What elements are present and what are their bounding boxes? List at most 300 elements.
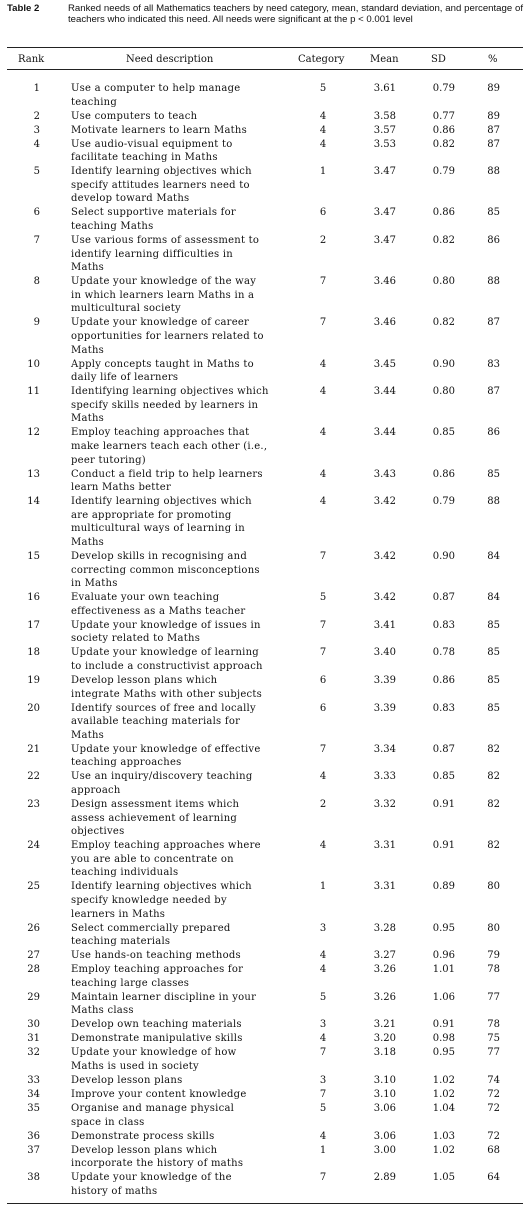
description-line: effectiveness as a Maths teacher xyxy=(71,605,246,617)
description-line: Apply concepts taught in Maths to xyxy=(71,358,254,370)
sd-cell: 0.85 xyxy=(432,427,455,439)
percent-cell: 77 xyxy=(487,1047,500,1059)
need-description-cell xyxy=(71,165,289,206)
description-line: objectives xyxy=(71,826,125,838)
percent-cell: 86 xyxy=(487,427,500,439)
sd-cell: 0.79 xyxy=(432,496,455,508)
percent-cell: 89 xyxy=(487,83,500,94)
description-line: Identify learning objectives which xyxy=(71,166,252,178)
mean-cell: 3.26 xyxy=(373,991,396,1003)
description-line: Select commercially prepared xyxy=(71,922,231,934)
rank-cell: 18 xyxy=(27,647,40,659)
description-line: teaching approaches xyxy=(71,757,182,769)
mean-cell: 3.46 xyxy=(373,317,396,329)
rank-cell: 4 xyxy=(33,138,40,150)
category-cell: 4 xyxy=(319,427,327,439)
description-line: Motivate learners to learn Maths xyxy=(71,124,247,136)
need-description-cell xyxy=(71,110,289,124)
percent-cell: 72 xyxy=(487,1089,500,1100)
header-sd: SD xyxy=(431,54,446,65)
mean-cell: 3.53 xyxy=(373,138,396,150)
category-cell: 5 xyxy=(319,592,327,604)
description-line: teaching Maths xyxy=(71,220,154,232)
description-line: you are able to concentrate on xyxy=(71,853,234,865)
sd-cell: 0.90 xyxy=(432,358,455,370)
sd-cell: 0.82 xyxy=(432,138,455,150)
rank-cell: 7 xyxy=(33,235,40,246)
description-line: Demonstrate manipulative skills xyxy=(71,1033,243,1045)
mean-cell: 3.10 xyxy=(373,1075,396,1086)
description-line: Select supportive materials for xyxy=(71,207,236,219)
sd-cell: 0.78 xyxy=(432,647,455,659)
mean-cell: 2.89 xyxy=(373,1172,396,1184)
rank-cell: 8 xyxy=(33,276,40,288)
rank-cell: 11 xyxy=(27,386,40,398)
sd-cell: 0.83 xyxy=(432,619,455,631)
sd-cell: 0.96 xyxy=(432,950,455,962)
description-line: peer tutoring) xyxy=(71,454,146,466)
description-line: make learners teach each other (i.e., xyxy=(71,440,268,452)
percent-cell: 85 xyxy=(487,647,500,659)
mean-cell: 3.21 xyxy=(373,1019,396,1031)
percent-cell: 78 xyxy=(487,964,500,976)
description-line: Update your knowledge of how xyxy=(71,1047,237,1059)
rank-cell: 2 xyxy=(33,110,40,122)
description-line: Maths xyxy=(71,344,105,356)
percent-cell: 87 xyxy=(487,386,500,398)
description-line: Maths is used in society xyxy=(71,1060,199,1072)
description-line: integrate Maths with other subjects xyxy=(71,688,263,700)
rank-cell: 13 xyxy=(27,468,40,480)
need-description-cell xyxy=(71,1102,289,1129)
category-cell: 6 xyxy=(319,207,327,219)
percent-cell: 64 xyxy=(487,1172,500,1184)
need-description-cell xyxy=(71,880,289,921)
mean-cell: 3.06 xyxy=(373,1103,396,1114)
description-line: in which learners learn Maths in a xyxy=(71,289,255,301)
category-cell: 1 xyxy=(319,1144,327,1156)
sd-cell: 0.86 xyxy=(432,675,455,686)
category-cell: 7 xyxy=(319,1089,327,1100)
need-description-cell xyxy=(71,646,289,673)
rank-cell: 21 xyxy=(27,743,40,755)
sd-cell: 0.89 xyxy=(432,881,455,893)
description-line: available teaching materials for xyxy=(71,716,241,728)
rank-cell: 30 xyxy=(27,1019,40,1031)
description-line: Use an inquiry/discovery teaching xyxy=(71,771,253,783)
mean-cell: 3.46 xyxy=(373,276,396,288)
rank-cell: 34 xyxy=(27,1089,40,1100)
description-line: Update your knowledge of learning xyxy=(71,647,259,659)
percent-cell: 88 xyxy=(487,496,500,508)
category-cell: 3 xyxy=(319,1075,327,1086)
need-description-cell xyxy=(71,1018,289,1032)
need-description-cell xyxy=(71,82,289,109)
rank-cell: 38 xyxy=(27,1172,40,1184)
percent-cell: 87 xyxy=(487,124,500,136)
need-description-cell xyxy=(71,316,289,357)
category-cell: 7 xyxy=(319,647,327,659)
rank-cell: 32 xyxy=(27,1047,40,1059)
rank-cell: 6 xyxy=(33,207,40,219)
sd-cell: 0.82 xyxy=(432,235,455,246)
rank-cell: 35 xyxy=(27,1103,40,1114)
description-line: multicultural ways of learning in xyxy=(71,523,245,535)
need-description-cell xyxy=(71,138,289,165)
table-caption-text: Ranked needs of all Mathematics teachers by need category, mean, standard deviation, and percentage of teachers who indicated this need. All needs were significant at the p < 0.001 level xyxy=(68,3,523,25)
rank-cell: 23 xyxy=(27,799,40,810)
need-description-cell xyxy=(71,949,289,963)
rank-cell: 3 xyxy=(33,124,40,136)
rank-cell: 9 xyxy=(33,317,40,329)
need-description-cell xyxy=(71,385,289,426)
need-description-cell xyxy=(71,234,289,275)
mean-cell: 3.47 xyxy=(373,235,396,246)
mean-cell: 3.42 xyxy=(373,592,396,604)
sd-cell: 1.06 xyxy=(432,991,455,1003)
category-cell: 4 xyxy=(319,1033,327,1045)
description-line: approach xyxy=(71,784,121,796)
header-category: Category xyxy=(298,54,345,65)
percent-cell: 85 xyxy=(487,619,500,631)
percent-cell: 75 xyxy=(487,1033,500,1045)
mean-cell: 3.42 xyxy=(373,496,396,508)
rank-cell: 10 xyxy=(27,358,40,370)
mean-cell: 3.39 xyxy=(373,675,396,686)
sd-cell: 0.91 xyxy=(432,1019,455,1031)
sd-cell: 0.82 xyxy=(432,317,455,329)
sd-cell: 0.87 xyxy=(432,592,455,604)
percent-cell: 82 xyxy=(487,771,500,783)
mean-cell: 3.28 xyxy=(373,922,396,934)
mean-cell: 3.10 xyxy=(373,1089,396,1100)
description-line: learn Maths better xyxy=(71,482,172,494)
description-line: Develop skills in recognising and xyxy=(71,551,247,562)
mean-cell: 3.40 xyxy=(373,647,396,659)
description-line: Employ teaching approaches that xyxy=(71,427,250,439)
header-mean: Mean xyxy=(370,54,399,65)
top-rule xyxy=(7,47,523,48)
percent-cell: 84 xyxy=(487,551,500,562)
percent-cell: 87 xyxy=(487,138,500,150)
mean-cell: 3.57 xyxy=(373,124,396,136)
need-description-cell xyxy=(71,1032,289,1046)
description-line: Develop lesson plans which xyxy=(71,1144,218,1156)
need-description-cell xyxy=(71,358,289,385)
rank-cell: 15 xyxy=(27,551,40,562)
need-description-cell xyxy=(71,550,289,591)
rank-cell: 16 xyxy=(27,592,40,604)
rank-cell: 25 xyxy=(27,881,40,893)
mean-cell: 3.27 xyxy=(373,950,396,962)
rank-cell: 17 xyxy=(27,619,40,631)
need-description-cell xyxy=(71,1144,289,1171)
mean-cell: 3.34 xyxy=(373,743,396,755)
description-line: specify knowledge needed by xyxy=(71,894,227,906)
description-line: incorporate the history of maths xyxy=(71,1158,244,1170)
bottom-rule xyxy=(7,1203,523,1204)
table-caption xyxy=(7,4,523,25)
need-description-cell xyxy=(71,426,289,467)
sd-cell: 0.95 xyxy=(432,1047,455,1059)
sd-cell: 0.91 xyxy=(432,799,455,810)
need-description-cell xyxy=(71,770,289,797)
sd-cell: 0.86 xyxy=(432,207,455,219)
need-description-cell xyxy=(71,798,289,839)
rank-cell: 5 xyxy=(33,166,40,178)
category-cell: 4 xyxy=(319,771,327,783)
mean-cell: 3.44 xyxy=(373,427,396,439)
mean-cell: 3.33 xyxy=(373,771,396,783)
mean-cell: 3.31 xyxy=(373,840,396,852)
description-line: multicultural society xyxy=(71,303,181,315)
sd-cell: 0.86 xyxy=(432,124,455,136)
description-line: develop toward Maths xyxy=(71,193,190,205)
description-line: specify skills needed by learners in xyxy=(71,399,259,411)
description-line: teaching large classes xyxy=(71,977,190,989)
category-cell: 5 xyxy=(319,1103,327,1114)
sd-cell: 0.85 xyxy=(432,771,455,783)
mean-cell: 3.20 xyxy=(373,1033,396,1045)
description-line: in Maths xyxy=(71,578,118,590)
mean-cell: 3.61 xyxy=(373,83,396,94)
category-cell: 3 xyxy=(319,1019,327,1031)
description-line: Demonstrate process skills xyxy=(71,1130,215,1142)
description-line: Conduct a field trip to help learners xyxy=(71,468,263,480)
percent-cell: 72 xyxy=(487,1130,500,1142)
description-line: assess achievement of learning xyxy=(71,812,238,824)
description-line: teaching xyxy=(71,96,117,108)
description-line: specify attitudes learners need to xyxy=(71,179,250,191)
description-line: Maths xyxy=(71,262,105,274)
mean-cell: 3.06 xyxy=(373,1130,396,1142)
description-line: Maintain learner discipline in your xyxy=(71,991,257,1003)
category-cell: 6 xyxy=(319,702,327,714)
description-line: Identify sources of free and locally xyxy=(71,702,256,714)
need-description-cell xyxy=(71,1074,289,1088)
description-line: Employ teaching approaches where xyxy=(71,840,261,852)
description-line: teaching materials xyxy=(71,936,171,948)
need-description-cell xyxy=(71,468,289,495)
description-line: learners in Maths xyxy=(71,908,166,920)
need-description-cell xyxy=(71,922,289,949)
category-cell: 7 xyxy=(319,276,327,288)
sd-cell: 1.04 xyxy=(432,1103,455,1114)
description-line: Use hands-on teaching methods xyxy=(71,950,241,962)
category-cell: 5 xyxy=(319,83,327,94)
category-cell: 4 xyxy=(319,386,327,398)
need-description-cell xyxy=(71,275,289,316)
description-line: Organise and manage physical xyxy=(71,1103,235,1114)
mean-cell: 3.31 xyxy=(373,881,396,893)
mean-cell: 3.42 xyxy=(373,551,396,562)
mean-cell: 3.00 xyxy=(373,1144,396,1156)
percent-cell: 83 xyxy=(487,358,500,370)
percent-cell: 77 xyxy=(487,991,500,1003)
need-description-cell xyxy=(71,1088,289,1102)
description-line: Evaluate your own teaching xyxy=(71,592,220,604)
mean-cell: 3.44 xyxy=(373,386,396,398)
need-description-cell xyxy=(71,495,289,549)
description-line: Design assessment items which xyxy=(71,799,240,810)
need-description-cell xyxy=(71,1171,289,1198)
mean-cell: 3.43 xyxy=(373,468,396,480)
rank-cell: 22 xyxy=(27,771,40,783)
sd-cell: 0.80 xyxy=(432,386,455,398)
mean-cell: 3.47 xyxy=(373,207,396,219)
description-line: Employ teaching approaches for xyxy=(71,964,244,976)
percent-cell: 88 xyxy=(487,166,500,178)
description-line: Use various forms of assessment to xyxy=(71,235,260,246)
need-description-cell xyxy=(71,1130,289,1144)
description-line: Update your knowledge of the way xyxy=(71,276,257,288)
description-line: Identify learning objectives which xyxy=(71,881,252,893)
sd-cell: 0.79 xyxy=(432,83,455,94)
sd-cell: 0.77 xyxy=(432,110,455,122)
description-line: Update your knowledge of the xyxy=(71,1172,232,1184)
percent-cell: 88 xyxy=(487,276,500,288)
need-description-cell xyxy=(71,674,289,701)
percent-cell: 78 xyxy=(487,1019,500,1031)
sd-cell: 1.03 xyxy=(432,1130,455,1142)
description-line: Maths xyxy=(71,729,105,741)
percent-cell: 84 xyxy=(487,592,500,604)
sd-cell: 0.95 xyxy=(432,922,455,934)
mean-cell: 3.18 xyxy=(373,1047,396,1059)
percent-cell: 68 xyxy=(487,1144,500,1156)
description-line: Maths xyxy=(71,536,105,548)
description-line: opportunities for learners related to xyxy=(71,330,264,342)
need-description-cell xyxy=(71,839,289,880)
description-line: facilitate teaching in Maths xyxy=(71,152,218,164)
rank-cell: 29 xyxy=(27,991,40,1003)
description-line: space in class xyxy=(71,1116,145,1128)
description-line: daily life of learners xyxy=(71,372,179,384)
category-cell: 4 xyxy=(319,124,327,136)
sd-cell: 0.87 xyxy=(432,743,455,755)
description-line: Develop lesson plans xyxy=(71,1075,183,1086)
need-description-cell xyxy=(71,743,289,770)
mean-cell: 3.32 xyxy=(373,799,396,810)
rank-cell: 31 xyxy=(27,1033,40,1045)
rank-cell: 27 xyxy=(27,950,40,962)
category-cell: 1 xyxy=(319,881,327,893)
rank-cell: 33 xyxy=(27,1075,40,1086)
sd-cell: 0.79 xyxy=(432,166,455,178)
rank-cell: 28 xyxy=(27,964,40,976)
sd-cell: 0.83 xyxy=(432,702,455,714)
mean-cell: 3.45 xyxy=(373,358,396,370)
description-line: Develop own teaching materials xyxy=(71,1019,242,1031)
category-cell: 7 xyxy=(319,743,327,755)
percent-cell: 80 xyxy=(487,881,500,893)
need-description-cell xyxy=(71,591,289,618)
description-line: Improve your content knowledge xyxy=(71,1089,247,1100)
description-line: Use computers to teach xyxy=(71,110,198,122)
need-description-cell xyxy=(71,991,289,1018)
category-cell: 4 xyxy=(319,358,327,370)
category-cell: 4 xyxy=(319,496,327,508)
description-line: are appropriate for promoting xyxy=(71,509,232,521)
category-cell: 7 xyxy=(319,317,327,329)
rank-cell: 12 xyxy=(27,427,40,439)
sd-cell: 0.91 xyxy=(432,840,455,852)
category-cell: 3 xyxy=(319,922,327,934)
header-description: Need description xyxy=(126,54,214,65)
percent-cell: 82 xyxy=(487,799,500,810)
category-cell: 4 xyxy=(319,468,327,480)
table-label: Table 2 xyxy=(7,3,40,14)
percent-cell: 74 xyxy=(487,1075,500,1086)
description-line: Develop lesson plans which xyxy=(71,675,218,686)
description-line: Identify learning objectives which xyxy=(71,496,252,508)
category-cell: 4 xyxy=(319,110,327,122)
sd-cell: 0.98 xyxy=(432,1033,455,1045)
description-line: Use a computer to help manage xyxy=(71,83,241,94)
category-cell: 7 xyxy=(319,1047,327,1059)
mean-cell: 3.58 xyxy=(373,110,396,122)
rank-cell: 37 xyxy=(27,1144,40,1156)
description-line: Maths xyxy=(71,413,105,425)
percent-cell: 80 xyxy=(487,922,500,934)
sd-cell: 0.86 xyxy=(432,468,455,480)
description-line: history of maths xyxy=(71,1185,158,1197)
category-cell: 4 xyxy=(319,950,327,962)
need-description-cell xyxy=(71,124,289,138)
percent-cell: 79 xyxy=(487,950,500,962)
description-line: Maths class xyxy=(71,1005,134,1017)
percent-cell: 82 xyxy=(487,743,500,755)
description-line: to include a constructivist approach xyxy=(71,660,263,672)
header-pct: % xyxy=(488,54,498,65)
rank-cell: 24 xyxy=(27,840,40,852)
description-line: Update your knowledge of issues in xyxy=(71,619,261,631)
need-description-cell xyxy=(71,619,289,646)
description-line: correcting common misconceptions xyxy=(71,564,260,576)
sd-cell: 1.05 xyxy=(432,1172,455,1184)
description-line: identify learning difficulties in xyxy=(71,248,233,260)
category-cell: 7 xyxy=(319,551,327,562)
category-cell: 5 xyxy=(319,991,327,1003)
percent-cell: 85 xyxy=(487,702,500,714)
rank-cell: 26 xyxy=(27,922,40,934)
mean-cell: 3.41 xyxy=(373,619,396,631)
header-rule xyxy=(7,69,523,70)
category-cell: 4 xyxy=(319,1130,327,1142)
header-rank: Rank xyxy=(18,54,45,65)
percent-cell: 72 xyxy=(487,1103,500,1114)
percent-cell: 85 xyxy=(487,675,500,686)
category-cell: 4 xyxy=(319,840,327,852)
category-cell: 7 xyxy=(319,619,327,631)
mean-cell: 3.26 xyxy=(373,964,396,976)
category-cell: 7 xyxy=(319,1172,327,1184)
rank-cell: 19 xyxy=(27,675,40,686)
sd-cell: 0.80 xyxy=(432,276,455,288)
need-description-cell xyxy=(71,702,289,743)
description-line: society related to Maths xyxy=(71,633,201,645)
percent-cell: 87 xyxy=(487,317,500,329)
percent-cell: 85 xyxy=(487,207,500,219)
sd-cell: 1.02 xyxy=(432,1144,455,1156)
category-cell: 2 xyxy=(319,799,327,810)
description-line: Update your knowledge of effective xyxy=(71,743,261,755)
category-cell: 1 xyxy=(319,166,327,178)
rank-cell: 20 xyxy=(27,702,40,714)
rank-cell: 1 xyxy=(33,83,40,94)
description-line: teaching individuals xyxy=(71,867,179,879)
description-line: Identifying learning objectives which xyxy=(71,386,269,398)
